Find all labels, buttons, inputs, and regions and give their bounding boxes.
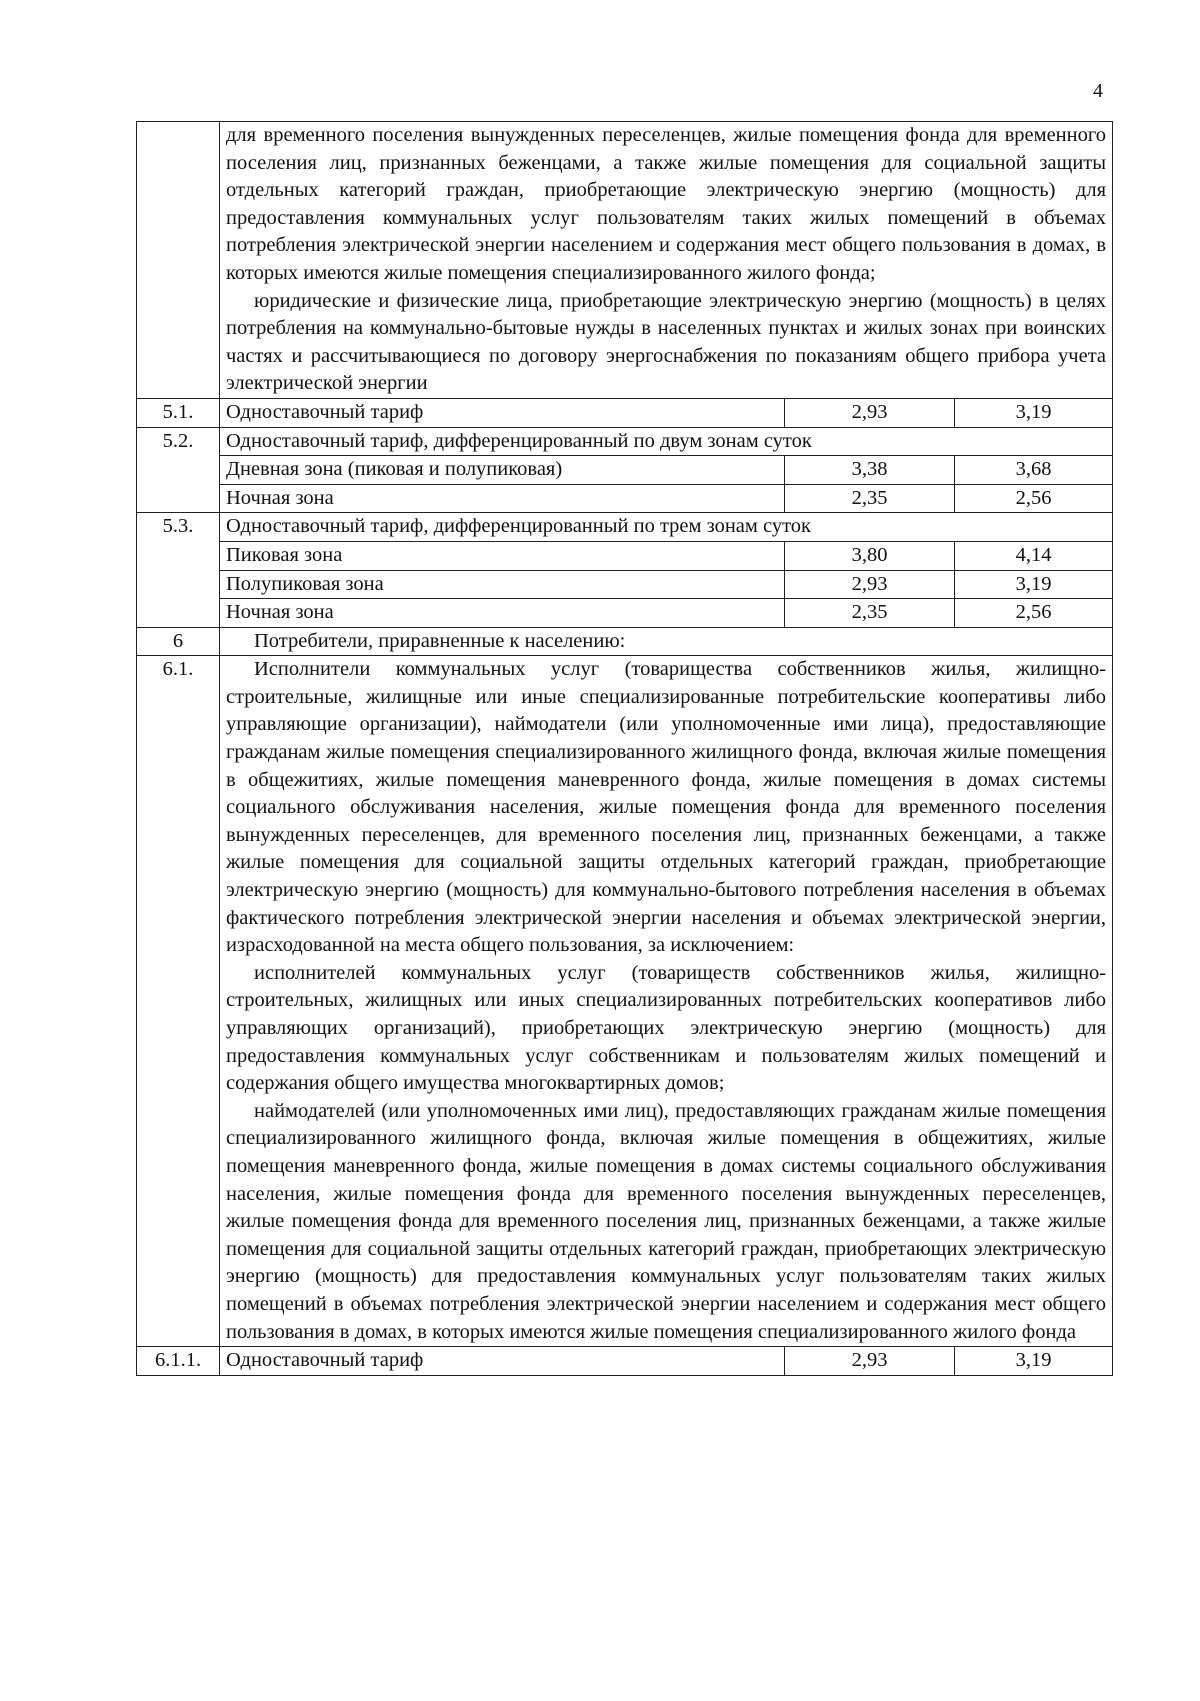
table-row-5-3-halfpeak [137, 570, 1113, 599]
tariff-value-1: 3,80 [785, 541, 955, 570]
table-row-5-3-header [137, 513, 1113, 542]
tariff-label: Ночная зона [220, 599, 785, 628]
tariff-value-1: 2,35 [785, 599, 955, 628]
tariff-group-header: Одноставочный тариф, дифференцированный по двум зонам суток [220, 427, 1113, 456]
tariff-value-2: 2,56 [955, 484, 1113, 513]
tariff-value-2: 3,19 [955, 1347, 1113, 1376]
page-number: 4 [1093, 80, 1103, 102]
table-row-5-3-night [137, 599, 1113, 628]
table-row-6 [137, 627, 1113, 656]
tariff-value-1: 2,93 [785, 398, 955, 427]
tariff-label: Полупиковая зона [220, 570, 785, 599]
tariff-value-1: 3,38 [785, 456, 955, 485]
table-row-6-1-1 [137, 1347, 1113, 1376]
row-number: 6.1.1. [137, 1347, 220, 1376]
row-number: 5.3. [137, 513, 220, 627]
tariff-label: Пиковая зона [220, 541, 785, 570]
tariff-value-2: 2,56 [955, 599, 1113, 628]
row-number: 6.1. [137, 656, 220, 1347]
tariff-value-2: 4,14 [955, 541, 1113, 570]
tariff-label: Одноставочный тариф [220, 398, 785, 427]
row-number: 6 [137, 627, 220, 656]
continuation-text-cell [220, 122, 1113, 399]
tariff-value-1: 2,93 [785, 1347, 955, 1376]
tariff-label: Ночная зона [220, 484, 785, 513]
row-number: 5.1. [137, 398, 220, 427]
section-heading: Потребители, приравненные к населению: [220, 627, 1113, 656]
tariff-label: Одноставочный тариф [220, 1347, 785, 1376]
tariff-value-1: 2,93 [785, 570, 955, 599]
table-row-continuation [137, 122, 1113, 399]
tariff-value-1: 2,35 [785, 484, 955, 513]
consumer-paragraph-2: исполнителей коммунальных услуг (товариществ собственников жилья, жилищно-строительных, жилищных или иных специализированных потребительских кооперативов либо управляющих организаций), приобретающих электрическую энергию (мощность) для предоставления коммунальных услуг собственникам и пользователям жилых помещений и содержания общего имущества многоквартирных домов; [226, 961, 1107, 1095]
table-row-5-2-header [137, 427, 1113, 456]
tariff-label: Дневная зона (пиковая и полупиковая) [220, 456, 785, 485]
tariff-value-2: 3,19 [955, 398, 1113, 427]
table-row-5-2-night [137, 484, 1113, 513]
tariff-value-2: 3,68 [955, 456, 1113, 485]
consumer-description-cell [220, 656, 1113, 1347]
consumer-paragraph-3: наймодателей (или уполномоченных ими лиц), предоставляющих гражданам жилые помещения специализированного жилищного фонда, включая жилые помещения в общежитиях, жилые помещения маневренного фонда, жилые помещения в домах системы социального обслуживания населения, жилые помещения фонда для временного поселения вынужденных переселенцев, жилые помещения фонда для временного поселения лиц, признанных беженцами, а также жилые помещения для социальной защиты отдельных категорий граждан, приобретающих электрическую энергию (мощность) для предоставления коммунальных услуг пользователям таких жилых помещений в объемах потребления электрической энергии населением и содержания мест общего пользования в домах, в которых имеются жилые помещения специализированного жилого фонда [226, 1099, 1107, 1343]
consumer-paragraph-1: Исполнители коммунальных услуг (товарищества собственников жилья, жилищно-строительные, жилищные или иные специализированные потребительские кооперативы либо управляющие организации), наймодатели (или уполномоченные ими лица), предоставляющие гражданам жилые помещения специализированного жилищного фонда, включая жилые помещения в общежитиях, жилые помещения маневренного фонда, жилые помещения в домах системы социального обслуживания населения, жилые помещения фонда для временного поселения вынужденных переселенцев, для временного поселения лиц, признанных беженцами, а также жилые помещения для социальной защиты отдельных категорий граждан, приобретающие электрическую энергию (мощность) для коммунально-бытового потребления населения в объемах фактического потребления электрической энергии населения и объемах электрической энергии, израсходованной на места общего пользования, за исключением: [226, 658, 1107, 957]
table-row-5-3-peak [137, 541, 1113, 570]
intro-paragraph-1: для временного поселения вынужденных переселенцев, жилые помещения фонда для временного поселения лиц, признанных беженцами, а также жилые помещения для социальной защиты отдельных категорий граждан, приобретающие электрическую энергию (мощность) для предоставления коммунальных услуг пользователям таких жилых помещений в объемах потребления электрической энергии населением и содержания мест общего пользования в домах, в которых имеются жилые помещения специализированного жилого фонда; [226, 124, 1107, 284]
table-row-5-1 [137, 398, 1113, 427]
intro-paragraph-2: юридические и физические лица, приобретающие электрическую энергию (мощность) в целях потребления на коммунально-бытовые нужды в населенных пунктах и жилых зонах при воинских частях и рассчитывающиеся по договору энергоснабжения по показаниям общего прибора учета электрической энергии [226, 289, 1107, 395]
table-row-6-1 [137, 656, 1113, 1347]
row-number: 5.2. [137, 427, 220, 513]
tariff-table [136, 121, 1113, 1376]
tariff-group-header: Одноставочный тариф, дифференцированный по трем зонам суток [220, 513, 1113, 542]
tariff-value-2: 3,19 [955, 570, 1113, 599]
row-number-cell [137, 122, 220, 399]
table-row-5-2-day [137, 456, 1113, 485]
